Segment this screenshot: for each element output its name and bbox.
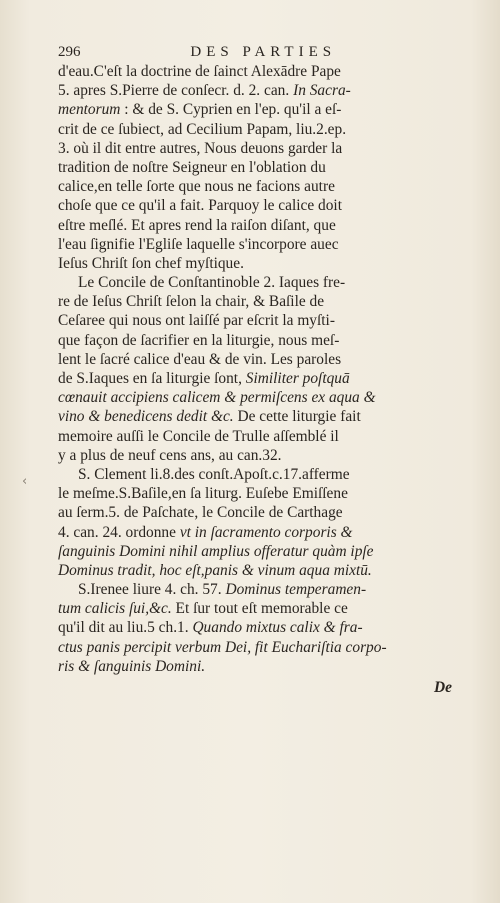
italic-segment: vt in ſacramento corporis & xyxy=(179,523,353,541)
text-line xyxy=(58,311,472,330)
text-segment: 5. apres S.Pierre de conſecr. d. 2. can. xyxy=(58,82,294,100)
text-line xyxy=(58,292,472,311)
text-segment: Et ſur tout eſt memorable ce xyxy=(171,600,348,618)
running-title: DES PARTIES xyxy=(190,44,337,60)
text-segment: l'eau ſignifie l'Egliſe laquelle s'incorpore auec xyxy=(58,235,339,253)
catchword: De xyxy=(434,679,452,696)
text-segment: crit de ce ſubiect, ad Cecilium Papam, liu.2.ep. xyxy=(58,120,347,138)
text-line xyxy=(58,388,472,407)
text-segment: De cette liturgie fait xyxy=(233,408,361,426)
text-segment: choſe que ce qu'il a fait. Parquoy le calice doit xyxy=(58,197,342,215)
text-segment: calice,en telle ſorte que nous ne facions autre xyxy=(58,178,335,196)
text-segment: eſtre meſlé. Et apres rend la raiſon diſant, que xyxy=(58,216,336,234)
text-line xyxy=(58,331,472,350)
text-block xyxy=(58,42,472,697)
italic-segment: ctus panis percipit verbum Dei, fit Euchariſtia corpo- xyxy=(58,638,387,656)
text-line xyxy=(58,523,472,542)
text-line xyxy=(58,100,472,119)
text-line xyxy=(58,580,472,599)
text-segment: S.Irenee liure 4. ch. 57. xyxy=(78,581,226,599)
text-segment: 4. can. 24. ordonne xyxy=(58,523,180,541)
text-segment: : & de S. Cyprien en l'ep. qu'il a eſ- xyxy=(120,101,342,119)
text-line xyxy=(58,120,472,139)
text-line xyxy=(58,407,472,426)
page-header xyxy=(58,42,472,62)
text-line xyxy=(58,273,472,292)
italic-segment: tum calicis ſui,&c. xyxy=(58,600,172,618)
text-segment: tradition de noſtre Seigneur en l'oblation du xyxy=(58,158,326,176)
text-line xyxy=(58,81,472,100)
text-line xyxy=(58,542,472,561)
page-number: 296 xyxy=(58,44,81,60)
text-line xyxy=(58,235,472,254)
text-line xyxy=(58,139,472,158)
text-line xyxy=(58,561,472,580)
text-segment: que façon de ſacrifier en la liturgie, nous meſ- xyxy=(58,331,340,349)
italic-segment: vino & benedicens dedit &c. xyxy=(58,408,234,426)
italic-segment: In Sacra- xyxy=(293,82,351,100)
text-line xyxy=(58,369,472,388)
italic-segment: ſanguinis Domini nihil amplius offeratur quàm ipſe xyxy=(58,542,374,560)
text-line xyxy=(58,503,472,522)
text-line xyxy=(58,465,472,484)
text-line xyxy=(58,177,472,196)
margin-mark: ‹ xyxy=(22,474,28,489)
italic-segment: mentorum xyxy=(58,101,121,119)
text-segment: re de Ieſus Chriſt ſelon la chair, & Baſile de xyxy=(58,293,325,311)
text-segment: y a plus de neuf cens ans, au can.32. xyxy=(58,446,282,464)
text-segment: 3. où il dit entre autres, Nous deuons garder la xyxy=(58,139,343,157)
text-segment: le meſme.S.Baſile,en ſa liturg. Euſebe Emiſſene xyxy=(58,485,348,503)
text-segment: qu'il dit au liu.5 ch.1. xyxy=(58,619,193,637)
italic-segment: Similiter poſtquā xyxy=(245,370,350,387)
text-segment: S. Clement li.8.des conſt.Apoſt.c.17.afferme xyxy=(78,465,350,483)
text-line xyxy=(58,599,472,618)
italic-segment: ris & ſanguinis Domini. xyxy=(58,657,206,675)
text-segment: au ſerm.5. de Paſchate, le Concile de Carthage xyxy=(58,504,343,522)
text-line xyxy=(58,427,472,446)
text-segment: Ceſaree qui nous ont laiſſé par eſcrit la myſti- xyxy=(58,312,335,330)
text-segment: lent le ſacré calice d'eau & de vin. Les paroles xyxy=(58,350,342,368)
text-line xyxy=(58,216,472,235)
body-text xyxy=(58,62,472,676)
text-segment: Ieſus Chriſt ſon chef myſtique. xyxy=(58,254,244,272)
text-line xyxy=(58,446,472,465)
text-line xyxy=(58,618,472,637)
text-segment: de S.Iaques en ſa liturgie ſont, xyxy=(58,370,246,387)
italic-segment: Dominus temperamen- xyxy=(225,581,367,599)
text-segment: Le Concile de Conſtantinoble 2. Iaques fre- xyxy=(78,274,346,292)
text-segment: d'eau.C'eſt la doctrine de ſainct Alexādre Pape xyxy=(58,63,341,80)
text-line xyxy=(58,350,472,369)
text-line xyxy=(58,638,472,657)
text-line xyxy=(58,657,472,676)
italic-segment: cœnauit accipiens calicem & permiſcens ex aqua & xyxy=(58,389,376,407)
text-line xyxy=(58,158,472,177)
text-line xyxy=(58,62,472,81)
italic-segment: Dominus tradit, hoc eſt,panis & vinum aqua mixtū. xyxy=(58,561,372,579)
italic-segment: Quando mixtus calix & fra- xyxy=(192,619,363,637)
text-segment: memoire auſſi le Concile de Trulle aſſemblé il xyxy=(58,427,339,445)
text-line xyxy=(58,196,472,215)
text-line xyxy=(58,254,472,273)
text-line xyxy=(58,484,472,503)
